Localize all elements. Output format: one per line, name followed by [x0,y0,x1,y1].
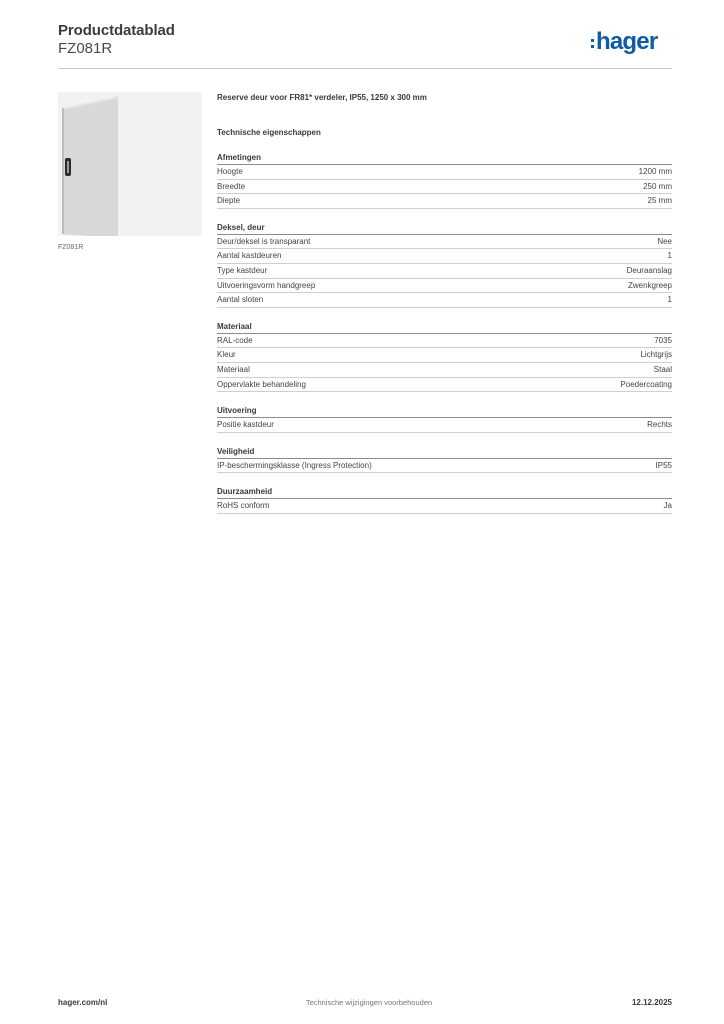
spec-row [217,194,672,209]
spec-group-execution [217,405,672,433]
spec-row [217,418,672,433]
group-title: Veiligheid [217,446,672,459]
spec-row [217,499,672,514]
spec-label: Aantal kastdeuren [217,251,282,261]
spec-label: Oppervlakte behandeling [217,379,306,389]
spec-group-safety [217,446,672,474]
spec-row [217,235,672,250]
spec-label: RoHS conform [217,501,270,511]
spec-label: Hoogte [217,167,243,176]
spec-value: Ja [663,501,672,511]
logo-dots-icon [591,39,594,48]
spec-row [217,249,672,264]
spec-label: IP-beschermingsklasse (Ingress Protection) [217,460,372,470]
spec-label: Aantal sloten [217,295,264,305]
spec-value: Poedercoating [620,379,672,389]
footer-website-link[interactable]: hager.com/nl [58,998,108,1007]
spec-value: Nee [657,236,672,246]
logo-text: hager [596,28,658,55]
group-title: Deksel, deur [217,222,672,235]
header-divider [58,68,672,69]
spec-row [217,459,672,474]
spec-row [217,165,672,180]
spec-row [217,348,672,363]
spec-value: Rechts [647,420,672,430]
hager-logo [591,28,657,56]
spec-value: 1 [667,295,672,305]
group-title: Uitvoering [217,405,672,418]
spec-group-dimensions [217,152,672,209]
spec-value: Deuraanslag [626,265,672,275]
document-title: Productdatablad [58,22,175,39]
group-title: Duurzaamheid [217,486,672,499]
spec-row [217,378,672,393]
spec-value: 250 mm [643,181,672,191]
spec-row [217,334,672,349]
spec-value: Zwenkgreep [627,280,672,290]
spec-value: 7035 [654,335,672,345]
product-description: Reserve deur voor FR81* verdeler, IP55, 1250 x 300 mm [217,93,427,102]
cabinet-door-icon [58,92,202,236]
spec-label: Deur/deksel is transparant [217,236,311,246]
footer-date: 12.12.2025 [631,998,672,1007]
spec-label: Diepte [217,196,241,206]
spec-label: Kleur [217,350,236,360]
technical-properties-heading: Technische eigenschappen [217,128,321,137]
spec-label: Materiaal [217,364,250,374]
spec-row [217,293,672,308]
spec-value: 25 mm [647,196,672,206]
spec-label: Breedte [217,181,246,191]
product-image [58,92,202,236]
spec-content [217,92,672,514]
spec-label: Type kastdeur [217,265,268,275]
spec-value: Staal [653,364,672,374]
spec-label: RAL-code [217,335,253,345]
spec-label: Uitvoeringsvorm handgreep [217,280,316,290]
spec-group-sustainability [217,486,672,514]
spec-row [217,363,672,378]
product-code: FZ081R [58,40,113,57]
spec-row [217,279,672,294]
spec-value: 1 [667,251,672,261]
spec-group-cover-door [217,222,672,308]
spec-label: Positie kastdeur [217,420,274,430]
group-title: Materiaal [217,321,672,334]
group-title: Afmetingen [217,152,672,165]
spec-row [217,264,672,279]
spec-value: 1200 mm [638,167,672,176]
spec-group-material [217,321,672,392]
footer-disclaimer: Technische wijzigingen voorbehouden [305,998,433,1007]
spec-value: Lichtgrijs [640,350,672,360]
spec-value: IP55 [655,460,672,470]
spec-row [217,180,672,195]
image-caption: FZ081R [58,244,84,251]
